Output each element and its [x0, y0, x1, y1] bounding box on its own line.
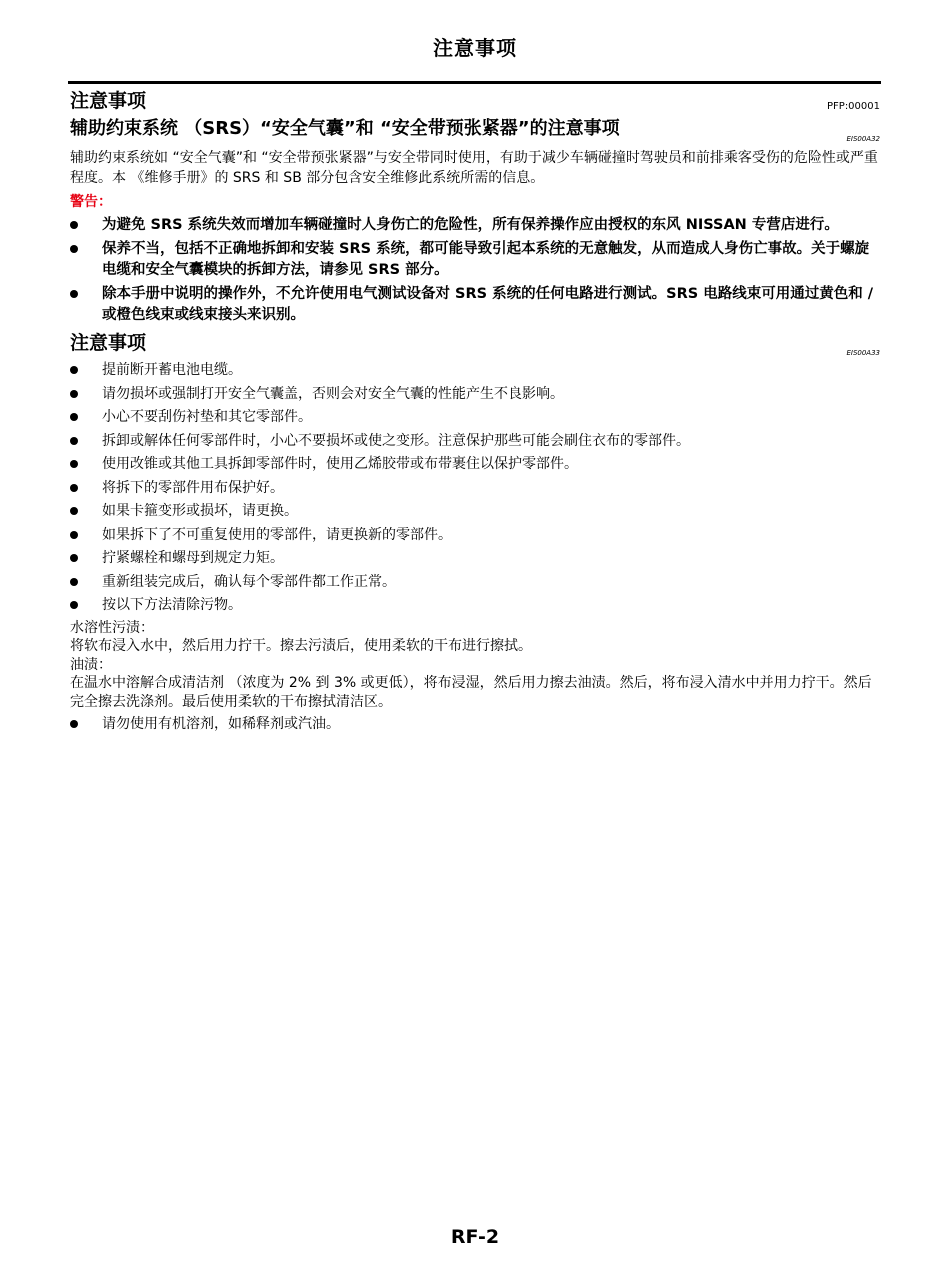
- precaution-text: 按以下方法清除污物。: [102, 597, 242, 613]
- precaution-text: 小心不要刮伤衬垫和其它零部件。: [102, 409, 312, 425]
- page-number: RF-2: [450, 1226, 500, 1248]
- precaution-item: [70, 478, 880, 498]
- precaution-text: 拧紧螺栓和螺母到规定力矩。: [102, 550, 284, 566]
- subsection-srs-heading: [70, 116, 880, 146]
- bullet-icon: [70, 460, 78, 468]
- content-area: [70, 88, 880, 734]
- bullet-icon: [70, 554, 78, 562]
- bullet-icon: [70, 366, 78, 374]
- bullet-icon: [70, 413, 78, 421]
- bullet-icon: [70, 720, 78, 728]
- srs-intro-paragraph: 辅助约束系统如 “安全气囊”和 “安全带预张紧器”与安全带同时使用，有助于减少车辆碰撞时驾驶员和前排乘客受伤的危险性或严重程度。本 《维修手册》的 SRS 和 SB 部分包含安全维修此系统所需的信息。: [70, 150, 878, 186]
- precaution-text: 请勿使用有机溶剂，如稀释剂或汽油。: [102, 716, 340, 732]
- precaution-item: [70, 548, 880, 568]
- warning-text: 除本手册中说明的操作外，不允许使用电气测试设备对 SRS 系统的任何电路进行测试。SRS 电路线束可用通过黄色和 / 或橙色线束或线束接头来识别。: [102, 286, 874, 323]
- warning-list: [70, 215, 880, 326]
- precaution-text: 提前断开蓄电池电缆。: [102, 362, 242, 378]
- precaution-item: [70, 714, 880, 734]
- precaution-item: [70, 525, 880, 545]
- bullet-icon: [70, 601, 78, 609]
- subsection-srs-code: EIS00A32: [846, 135, 880, 143]
- bullet-icon: [70, 390, 78, 398]
- bullet-icon: [70, 290, 78, 298]
- precaution-item: [70, 595, 880, 615]
- subsection-precautions-title: 注意事项: [70, 332, 147, 354]
- precaution-item: [70, 407, 880, 427]
- warning-text: 为避免 SRS 系统失效而增加车辆碰撞时人身伤亡的危险性，所有保养操作应由授权的东风 NISSAN 专营店进行。: [102, 217, 839, 233]
- warning-item: [70, 239, 880, 281]
- final-precaution-list: [70, 714, 880, 734]
- subsection-precautions-code: EIS00A33: [846, 349, 880, 357]
- warning-item: [70, 215, 880, 236]
- precaution-text: 如果拆下了不可重复使用的零部件，请更换新的零部件。: [102, 526, 452, 543]
- bullet-icon: [70, 221, 78, 229]
- precaution-item: [70, 572, 880, 592]
- bullet-icon: [70, 437, 78, 445]
- precaution-text: 使用改锥或其他工具拆卸零部件时，使用乙烯胶带或布带裹住以保护零部件。: [102, 456, 578, 472]
- header-rule: [68, 81, 881, 84]
- subsection-precautions-heading: [70, 330, 880, 360]
- bullet-icon: [70, 484, 78, 492]
- subsection-srs-title: 辅助约束系统 （SRS）“安全气囊”和 “安全带预张紧器”的注意事项: [70, 118, 620, 139]
- bullet-icon: [70, 245, 78, 253]
- precaution-text: 请勿损坏或强制打开安全气囊盖，否则会对安全气囊的性能产生不良影响。: [102, 385, 564, 402]
- precaution-item: [70, 384, 880, 404]
- warning-text: 保养不当，包括不正确地拆卸和安装 SRS 系统，都可能导致引起本系统的无意触发，从而造成人身伤亡事故。关于螺旋电缆和安全气囊模块的拆卸方法，请参见 SRS 部分。: [102, 241, 870, 278]
- oil-stain-text: 在温水中溶解合成清洁剂 （浓度为 2% 到 3% 或更低），将布浸湿，然后用力擦去油渍。然后，将布浸入清水中并用力拧干。然后完全擦去洗涤剂。最后使用柔软的干布擦拭清洁区。: [70, 675, 872, 710]
- precaution-text: 将拆下的零部件用布保护好。: [102, 479, 284, 496]
- precaution-item: [70, 360, 880, 380]
- precaution-item: [70, 454, 880, 474]
- bullet-icon: [70, 578, 78, 586]
- bullet-icon: [70, 531, 78, 539]
- water-stain-label: 水溶性污渍：: [70, 619, 154, 636]
- bullet-icon: [70, 507, 78, 515]
- oil-stain-label: 油渍：: [70, 656, 112, 673]
- section-code: PFP:00001: [827, 101, 880, 112]
- precaution-text: 如果卡箍变形或损坏，请更换。: [102, 503, 298, 519]
- warning-label: 警告：: [70, 194, 112, 210]
- precaution-item: [70, 431, 880, 451]
- precaution-text: 拆卸或解体任何零部件时，小心不要损坏或使之变形。注意保护那些可能会刷住衣布的零部件。: [102, 432, 690, 449]
- section-heading: [70, 88, 880, 116]
- section-title: 注意事项: [70, 90, 147, 112]
- warning-item: [70, 284, 880, 326]
- precaution-text: 重新组装完成后，确认每个零部件都工作正常。: [102, 573, 396, 590]
- precaution-item: [70, 501, 880, 521]
- precaution-list: [70, 360, 880, 615]
- page-header-title: 注意事项: [433, 36, 517, 60]
- water-stain-text: 将软布浸入水中，然后用力拧干。擦去污渍后，使用柔软的干布进行擦拭。: [70, 638, 532, 654]
